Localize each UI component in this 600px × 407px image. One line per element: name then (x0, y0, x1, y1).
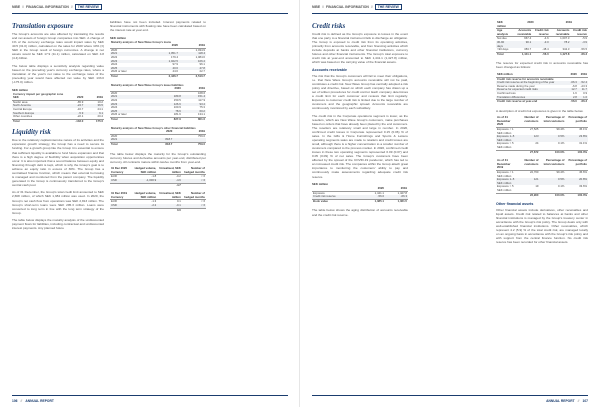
table-cell: 40.6 (152, 67, 179, 71)
table-cell: 0.1% (558, 184, 565, 189)
table-cell: 342.3 (562, 47, 570, 52)
table-cell: Confirmed loss (497, 90, 516, 95)
table-cell: -133.0 (63, 119, 85, 123)
table-cell: Exposure < 1 SEK million (497, 169, 514, 178)
table-cell: 20.8% (565, 178, 588, 185)
table-subtitle: Currency impact per geographic zone (13, 91, 64, 96)
subsection-title: Other financial assets (496, 202, 534, 207)
table-subtitle: Maturity analysis of New Wave Group's other financial liabilities (111, 125, 196, 130)
table-total-row (496, 52, 588, 56)
table-cell: 2025 (110, 67, 152, 71)
table-cell: 801.0 (182, 117, 206, 121)
table-subtitle: Maturity analysis of New Wave Group's lease liabilities (111, 82, 184, 87)
table-cell: 1.0 (578, 96, 588, 100)
footer-rule (12, 395, 288, 396)
col-header: 2019 (550, 21, 588, 29)
lease-maturity-table (110, 84, 206, 122)
table-cell: 1,007.3 (560, 36, 570, 41)
col-header: Number of hedged months (182, 192, 206, 200)
col-header: 2019 (578, 73, 588, 77)
col-header: 2019 (182, 87, 206, 91)
page-number: 107 (582, 399, 588, 403)
table-cell: 0.0 (157, 208, 182, 212)
col-header: 31 Dec 2019 Currency (110, 192, 132, 200)
table-cell: < 6 (182, 204, 206, 208)
table-cell: 117.9 (198, 98, 205, 102)
table-cell: 97.9 (172, 62, 178, 67)
table-cell: -48.4 (542, 47, 549, 52)
table-cell: 2024 (111, 62, 118, 67)
table-cell: 1,385.1 (362, 199, 385, 203)
table-cell: 1.6 (572, 90, 577, 95)
loan-maturity-table (110, 41, 206, 79)
col-header: Accounts receivable (511, 29, 532, 37)
table-cell: 100.0% (565, 193, 588, 197)
table-cell: 1,361.5 (385, 199, 408, 203)
table-cell: 100.9 (173, 105, 181, 110)
table-cell: Central Europe (13, 106, 32, 111)
table-cell: 2.8 (568, 96, 578, 100)
col-header: 2020 (511, 21, 549, 29)
table-cell: 818.7 (141, 142, 174, 146)
table-cell: < 6 (201, 174, 205, 179)
table-cell: 1,427.8 (397, 190, 407, 195)
table-cell: 759.0 (173, 142, 206, 146)
table-cell: 189.8 (158, 95, 182, 99)
table-cell: -1,000.9 (132, 179, 157, 183)
table-cell: 20.4 (97, 114, 103, 119)
right-footer: ANNUAL REPORT // 107 (546, 399, 588, 403)
table-cell: < 6 (182, 179, 206, 183)
table-cell: 22,760 (529, 169, 539, 174)
table-cell (110, 183, 132, 187)
col-header: 2020 (158, 87, 182, 91)
brand-logo: NIBE (312, 5, 321, 9)
table-cell: 1,441.1 (511, 52, 532, 56)
paragraph: The reserve for expected credit risk in accounts receivable has been changed as follows: (496, 61, 588, 70)
table-row (496, 185, 588, 193)
table-cell: 1,441.1 (374, 190, 384, 195)
table-cell: Credit risk reserve at the beginning of the year (496, 81, 568, 85)
table-cell: -5.9 (582, 36, 587, 41)
table-cell (182, 183, 206, 187)
table-cell: Translation differences (496, 96, 568, 100)
table-cell: 175.0 (84, 119, 104, 123)
col-header: 2020 (568, 73, 578, 77)
table-cell: 33.6% (579, 184, 587, 189)
table-cell: Exposure < 1 SEK million (497, 127, 514, 135)
table-cell: 123 (518, 135, 539, 142)
table-cell: 2021 (110, 138, 141, 142)
credit-exposure-table (312, 187, 408, 203)
table-total-row (110, 183, 206, 187)
table-cell: 100.0% (540, 150, 566, 154)
table-cell: Total (12, 119, 63, 123)
col-header: Accounts receivable (550, 29, 571, 37)
currency-futures-2020-table (110, 167, 206, 187)
table-total-row (496, 150, 588, 154)
table-cell: -0.1 (157, 204, 182, 208)
table-cell: -66.3 (568, 81, 578, 85)
table-cell: Credit risk reserve for accounts receivable (497, 76, 554, 81)
table-total-row (110, 75, 206, 79)
table-cell: 383.7 (524, 47, 532, 52)
col-header: 2019 (173, 130, 206, 134)
col-header: SEK million (496, 21, 511, 29)
table-cell: -22.1 (76, 114, 84, 119)
table-caption: SEK million (312, 182, 329, 187)
table-cell: 2023 (110, 103, 158, 107)
table-cell: Not due (497, 36, 507, 41)
credit-reserve-table (496, 73, 588, 104)
table-cell: 151.4 (182, 95, 206, 99)
table-cell: 0.5% (540, 178, 566, 185)
col-header: Percentage of total customers (540, 116, 566, 127)
table-cell: 9.1 (84, 112, 104, 116)
section-label: FINANCIAL INFORMATION (326, 5, 369, 9)
table-cell: 2022 (111, 98, 118, 102)
table-cell: 2021 (110, 95, 158, 99)
table-subtitle: Maturity analysis of New Wave Group's loans (111, 39, 172, 44)
paragraph: liabilities have not been included. Interest payments related to financial instruments with floating rate have been calculated based on the interest rate at year end. (110, 20, 206, 33)
table-cell: -56.5 (580, 47, 587, 52)
table-cell: Book value (312, 199, 362, 203)
paragraph: The table below displays the maturity analysis of the undiscounted payment flows for liabilities, including contractual and undiscounted interest payments. Any planned future (12, 218, 105, 231)
table-cell (182, 208, 206, 212)
footer-label: ANNUAL REPORT (25, 399, 54, 403)
col-header: Unrealised, SEK million (157, 167, 182, 175)
table-cell: -23.3 (580, 83, 587, 88)
paragraph: As of 31 December, the Group's total credit limit amounted to SEK 2,668 million, of which SEK 1,384 million was used. In 2020, the Group's net cash flow from operations was SEK 2,813 million. The Group's short-term loans were SEK 295.3 million. Loans were converted to long term in line with the long term strategy of the Group. (12, 190, 104, 215)
col-header: Credit risk reserve (570, 29, 588, 37)
table-cell: 2023 (110, 60, 152, 64)
exposure-2020-table (496, 116, 588, 154)
table-total-row (110, 142, 206, 146)
col-header: SEK (12, 96, 63, 100)
table-cell: -56.0 (568, 100, 578, 104)
table-cell: 967.4 (524, 36, 532, 41)
table-cell: 11.7 (578, 88, 588, 92)
table-cell: Reserve made during the year (497, 83, 535, 88)
paragraph: Credit risk is defined as the Group's exposure to losses in the event that one party to a financial instrument fails to discharge an obligation. The Group is exposed to credit risk from its operating activities, primarily from accounts receivable, and from financing activities which include deposits at banks and other financial institutions, currency futures and other financial instruments. The Group's total exposure to credit risk at year-end amounted to SEK 1,441.1 (1,427.8) million, which was based on the carrying value of the financial assets. (312, 32, 408, 65)
table-cell: 31.1% (579, 141, 587, 146)
table-cell: 96.1 (199, 62, 205, 67)
table-cell: 818.7 (141, 138, 174, 142)
table-cell: 78.6 (158, 110, 182, 114)
table-cell: 36.5 (84, 104, 104, 108)
table-cell: -56.0 (532, 52, 550, 56)
currency-futures-2019-table (110, 192, 206, 212)
table-cell: -52.4 (578, 81, 588, 85)
table-cell (110, 208, 132, 212)
table-cell: Total (110, 142, 141, 146)
table-cell: 827.9 (158, 117, 182, 121)
table-row (496, 142, 588, 150)
table-cell: -1.8 (151, 174, 157, 179)
table-cell: 99.4% (556, 127, 565, 132)
col-header: Hedged volume, SEK million (132, 167, 157, 175)
table-cell: -4.6 (543, 36, 549, 41)
col-header: Number of hedged months (182, 167, 206, 175)
left-header: NIBE // FINANCIAL INFORMATION // THE REVIEW (12, 5, 102, 15)
col-header: Percentage of total customers (540, 159, 566, 170)
table-cell: Total (496, 52, 511, 56)
table-total-row (496, 100, 588, 104)
table-cell: 0.1% (558, 141, 565, 146)
table-cell: 75.3 (199, 105, 205, 110)
table-cell: 2020 (111, 133, 118, 138)
left-footer: 106 // ANNUAL REPORT (12, 399, 54, 403)
review-tag: THE REVIEW (375, 4, 402, 10)
table-cell: 1,034.9 (195, 47, 205, 52)
table-caption: SEK million (110, 35, 127, 40)
table-cell: 19 (535, 184, 539, 189)
table-cell: 118.4 (179, 52, 206, 56)
section-label: FINANCIAL INFORMATION (26, 5, 69, 9)
subsection-title: Accounts receivable (312, 67, 347, 72)
exposure-2019-table (496, 159, 588, 197)
table-cell: -66.3 (385, 195, 408, 199)
table-cell: 2,510.7 (179, 75, 206, 79)
col-header: 2020 (362, 187, 385, 191)
table-cell: Total (110, 117, 158, 121)
table-cell: 27,672 (518, 150, 539, 154)
col-header: Number of customers (518, 159, 539, 170)
col-header: As of 31 December 2019 (496, 159, 518, 170)
table-cell: 45.1% (579, 127, 587, 132)
table-cell: Nordic area (13, 99, 28, 104)
paragraph: The risk that the Group's customers will fail to meet their obligations, i.e. that New Wave Group's accounts receivable will not be paid, constitutes a credit risk. New Wave Group has centrally adopted a risk policy and directive, based on which each company has drawn up a set of written procedures for credit control. Each company determines a credit limit for each customer and reviews that limit regularly. Exposure to customer credit risk is limited due to the large number of customers and the geographic spread. Accounts receivable are continuously monitored by each subsidiary. (312, 73, 409, 111)
table-cell: 2024 (111, 105, 118, 110)
paragraph: A description of credit risk exposures is given in the table below. (496, 108, 584, 113)
col-header: 2020 (63, 96, 85, 100)
col-header: Credit risk reserve (532, 29, 550, 37)
table-cell: 30-90 days (496, 41, 511, 48)
table-cell (132, 183, 157, 187)
table-cell: 1,084.6 (195, 55, 205, 60)
table-cell: 2026 or later (111, 112, 127, 117)
age-analysis-table (496, 21, 588, 56)
table-cell: Credit risk reserve at year-end (496, 100, 568, 104)
table-caption: SEK million (12, 87, 29, 92)
table-cell: 12.7 (568, 88, 578, 92)
footer-rule (312, 395, 588, 396)
table-cell: Exposure > 5 SEK million (497, 141, 514, 149)
table-cell: 93.4 (182, 103, 206, 107)
table-cell: Reserve for expected credit risks (496, 88, 568, 92)
col-header: Hedged volume, SEK million (132, 192, 157, 200)
col-header: As of 31 December 2020 (496, 116, 518, 127)
right-column-2 (496, 20, 588, 248)
table-cell: 1,051.7 (152, 52, 179, 56)
table-total-row (312, 199, 408, 203)
table-cell: < 6 (201, 199, 205, 204)
table-cell: EUR (111, 199, 117, 204)
table-cell: -3.0 (532, 41, 550, 48)
table-cell: -2.2 (132, 204, 157, 208)
other-liabilities-table (110, 127, 206, 147)
table-cell: 179.4 (171, 55, 178, 60)
table-cell: Exposure > 5 SEK million (497, 184, 514, 192)
table-cell: 150.5 (173, 98, 181, 102)
brand-logo: NIBE (12, 5, 21, 9)
table-cell: 2020 (111, 90, 118, 95)
table-cell: 47.8 (179, 67, 206, 71)
left-column-2 (110, 20, 206, 217)
col-header: 2019 (84, 96, 104, 100)
table-cell: 0.5% (540, 135, 566, 142)
table-cell: Exposure (313, 190, 325, 195)
table-cell: Credit risk reserve (312, 195, 362, 199)
table-cell: -1.3 (151, 199, 157, 204)
table-cell: 126.6 (158, 103, 182, 107)
paragraph: Other financial assets include derivatives, other receivables and liquid assets. Credit risk related to balances at banks and other financial institutions is managed by the Group's treasury center in accordance with the Group's risk policy. The Group deals only with well-established financial institutions. Other receivables, which represent 4.2 (5.9) % of the total credit risk, are managed locally on an ongoing basis in accordance with the Group's risk policy and with support from the central finance function. No credit risk reserve has been recorded for other financial assets. (496, 208, 588, 245)
right-column-1 (312, 20, 408, 220)
left-column-1 (12, 20, 104, 234)
table-cell: -65.9 (76, 99, 84, 104)
right-header: NIBE // FINANCIAL INFORMATION // THE REVIEW (312, 5, 402, 15)
table-total-row (12, 119, 104, 123)
table-cell: 2021 (110, 52, 152, 56)
table-cell: USD (110, 179, 132, 183)
paragraph: Due to the relatively capital-intensive nature of its activities and the expansion growth strategy, the Group has a need to secure its funding. For a growth group like the Group it is essential to ensure that sufficient liquidity is available to fund future expansion and that there is a high degree of flexibility when acquisition opportunities occur. It is also important that a sound balance between equity and financing through debt is kept, which is why the Group's goal is to achieve an equity ratio in excess of 30%. The Group has a centralised finance function, which means that external borrowing is managed and monitored from the parent company. The liquidity generated in the Group is continuously transferred to the Group's central cash pool. (12, 138, 104, 187)
table-cell: 0.9 (583, 90, 587, 95)
table-cell: Exposure 1–5 SEK million (496, 178, 518, 185)
col-header: 31 Dec 2020 Currency (110, 167, 132, 175)
table-cell: 0.1 (176, 199, 181, 204)
table-cell: 2020 (111, 47, 118, 52)
table-cell: 2022 (111, 55, 118, 60)
table-cell: Southern Europe (12, 112, 63, 116)
table-cell: North America (12, 104, 63, 108)
table-cell: 60.2 (182, 110, 206, 114)
table-cell: >90 days (497, 47, 509, 52)
table-cell: 2026 or later (111, 69, 127, 74)
table-cell: 100.0% (540, 193, 566, 197)
table-total-row (496, 193, 588, 197)
table-cell: -16.7 (76, 106, 84, 111)
header-rule (12, 13, 288, 14)
table-cell: 24.1 (97, 106, 103, 111)
table-cell: 106.2 (179, 60, 206, 64)
table-cell: -5.9 (63, 112, 85, 116)
table-cell: 45.6% (579, 169, 587, 174)
table-cell: 1,022.5 (152, 60, 179, 64)
table-cell: EUR (111, 174, 117, 179)
table-cell: -24.7 (63, 104, 85, 108)
table-cell: 23.8% (565, 135, 588, 142)
table-cell: -3.9 (570, 41, 588, 48)
paragraph: The credit risk in the Corporate operations segment is lower, as the resellers, which are New Wave Group's customers, make purchases based on orders that have already been placed by the end customers. The resellers are relatively small and large in number. In 2020, confirmed credit losses in Corporate represented 0.15 (0.06) % of sales. In the Gifts & Home Furnishings and Sports & Leisure operating segments sales are made to retailers and credit losses are small, although there is a higher concentration to a smaller number of customers compared to the process market. In 2020, confirmed credit losses in these two operating segments represented 0.09 (0.07) and 0.05 (0.09) % of net sales. The Group's customers have been affected by the spread of the COVID-19 pandemic, which has led to an increased credit risk. The companies within the Group attach great importance to monitoring the customers' ability to pay and continuously make assessments regarding adequate credit risk reserve. (312, 113, 408, 179)
table-cell: 22.7 (199, 69, 205, 74)
col-header: 2019 (385, 187, 408, 191)
table-total-row (110, 208, 206, 212)
page-number: 106 (12, 399, 18, 403)
table-cell: 78.2 (550, 41, 571, 48)
table-cell: Exposure 1–5 SEK million (496, 135, 518, 142)
table-cell: 44.6 (172, 69, 178, 74)
paragraph: The table below shows the aging distribution of accounts receivable and the credit risk reserve. (312, 208, 408, 217)
col-header: 2020 (152, 44, 179, 48)
table-cell: Total (110, 75, 152, 79)
review-tag: THE REVIEW (75, 4, 102, 10)
footer-label: ANNUAL REPORT (546, 399, 575, 403)
table-cell: -66.3 (570, 52, 588, 56)
col-header: 2019 (179, 44, 206, 48)
currency-impact-table (12, 93, 104, 124)
right-page (300, 0, 600, 407)
table-cell: 1,427.8 (550, 52, 571, 56)
table-cell: 99.4% (556, 169, 565, 174)
col-header: 2020 (141, 130, 174, 134)
col-header: Age analysis (496, 29, 511, 37)
table-cell: -6.8 (572, 83, 577, 88)
col-header: Percentage of portfolio (565, 159, 588, 170)
table-cell: 27,525 (529, 127, 539, 132)
table-cell: -4.7 (157, 183, 182, 187)
section-title: Liquidity risk (12, 128, 51, 137)
table-cell (496, 193, 518, 197)
table-cell (132, 208, 157, 212)
table-cell (496, 150, 518, 154)
table-cell: -66.3 (578, 100, 588, 104)
table-cell: 2,436.7 (152, 75, 179, 79)
table-cell: -56.0 (362, 195, 385, 199)
table-cell: 121 (518, 178, 539, 185)
table-cell: 22,900 (518, 193, 539, 197)
table-cell: 100.0% (565, 150, 588, 154)
table-total-row (110, 117, 206, 121)
table-cell: 2025 (110, 110, 158, 114)
paragraph: The below table displays a sensitivity analysis regarding value based on the preceding year's currency exchange rates, where a translation of the year's net value to the exchange rates of the preceding year would have affected net value by SEK 133.0 (-175.0) million. (12, 63, 104, 85)
table-cell: 134.1 (198, 112, 205, 117)
col-header: Percentage of portfolio (565, 116, 588, 127)
paragraph: The table below displays the maturity for the Group's outstanding currency futures and derivative amounts per year-end, distributed per currency. All contracts mature within twelve months from year-end. (110, 151, 206, 164)
section-title: Translation exposure (12, 22, 74, 30)
table-cell: -0.2 (176, 174, 181, 179)
paragraph: The Group's accounts are also affected by translating the results and net assets of foreign Group companies into SEK. A change of 1% of the currency exchange rates would impact sales by SEK 40.5 (31.0) million, calculated on the sales for 2020 where 10% (±) SEK in the Group result of foreign currencies. A change in net assets would be SEK 17.9 (11.1) million, calculated on SEK 4.8 (4.4) billion. (12, 32, 104, 61)
table-cell: Other countries (13, 114, 33, 119)
table-cell: 10.2 (97, 99, 103, 104)
col-header: Number of customers (518, 116, 539, 127)
table-cell: 181.6 (173, 112, 181, 117)
table-cell: 24 (535, 141, 539, 146)
col-header: SEK million (496, 73, 568, 77)
table-cell: 168.6 (198, 90, 205, 95)
section-title: Credit risks (312, 22, 346, 30)
col-header: Unrealised, SEK million (157, 192, 182, 200)
table-cell: USD (110, 204, 132, 208)
header-rule (312, 13, 588, 14)
table-cell: -4.6 (157, 179, 182, 183)
table-cell: 759.0 (198, 133, 205, 138)
table-cell: 90.1 (511, 41, 532, 48)
